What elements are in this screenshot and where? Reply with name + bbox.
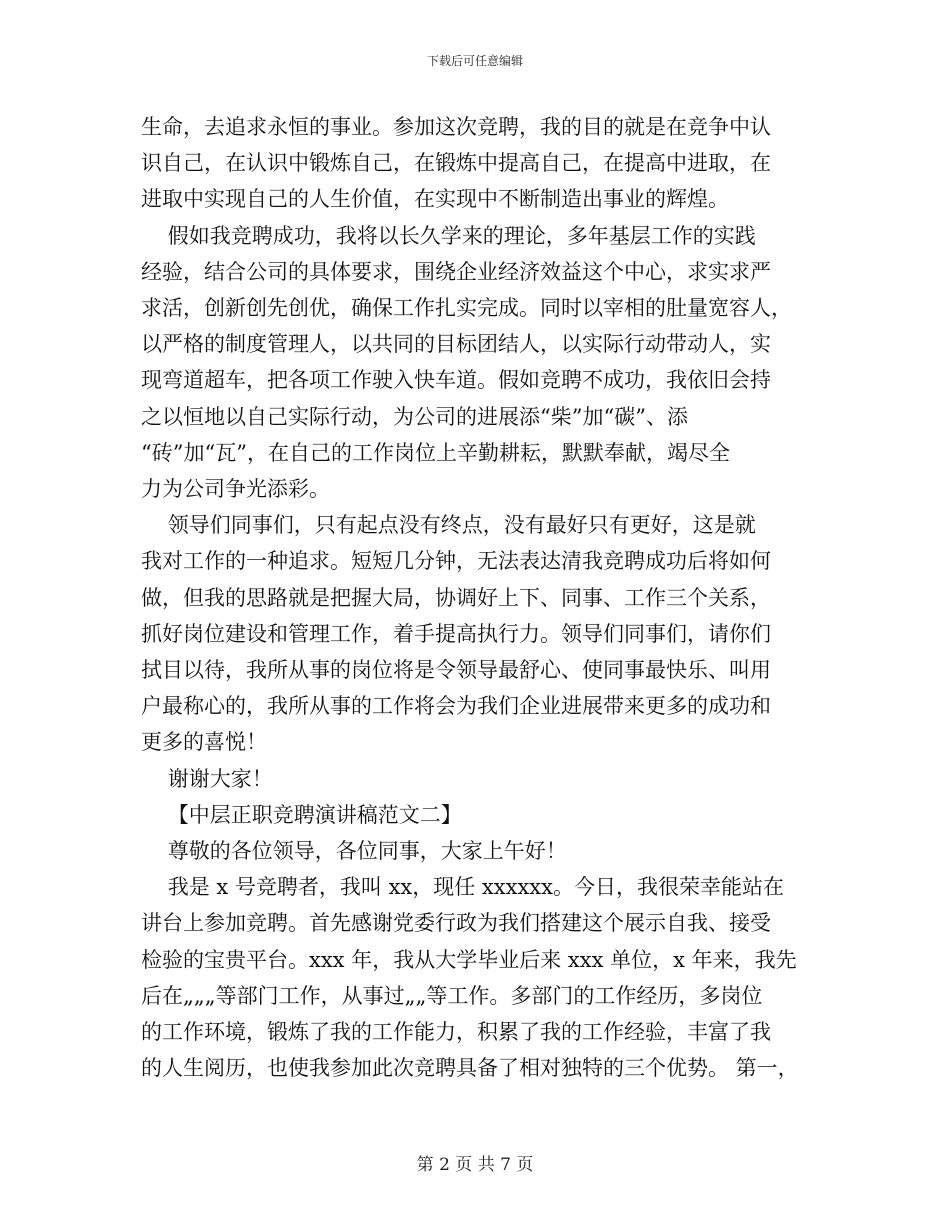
text-line: 的人生阅历，也使我参加此次竞聘具备了相对独特的三个优势。 第一， — [141, 1056, 799, 1081]
text-line: 力为公司争光添彩。 — [141, 477, 330, 501]
text-line: 假如我竞聘成功，我将以长久学来的理论，多年基层工作的实践 — [141, 223, 756, 248]
text-line: 经验，结合公司的具体要求，围绕企业经济效益这个中心，求实求严 — [141, 259, 771, 284]
text-line: 【中层正职竞聘演讲稿范文二】 — [141, 802, 462, 827]
page-footer: 第 2 页 共 7 页 — [416, 1155, 534, 1175]
text-line: 讲台上参加竞聘。首先感谢党委行政为我们搭建这个展示自我、接受 — [141, 911, 771, 936]
text-line: 生命，去追求永恒的事业。参加这次竞聘，我的目的就是在竞争中认 — [141, 115, 771, 139]
text-line: 抓好岗位建设和管理工作，着手提高执行力。领导们同事们，请你们 — [141, 621, 771, 646]
text-line: 做，但我的思路就是把握大局，协调好上下、同事、工作三个关系， — [141, 585, 771, 610]
text-line: 更多的喜悦！ — [141, 730, 267, 755]
text-line: 谢谢大家！ — [141, 766, 273, 791]
text-line: 以严格的制度管理人，以共同的目标团结人，以实际行动带动人，实 — [141, 332, 771, 357]
text-line: “砖”加“瓦”，在自己的工作岗位上辛勤耕耘，默默奉献，竭尽全 — [141, 440, 730, 465]
text-line: 识自己，在认识中锻炼自己，在锻炼中提高自己，在提高中进取，在 — [141, 151, 771, 176]
text-line: 现弯道超车，把各项工作驶入快车道。假如竞聘不成功，我依旧会持 — [141, 368, 771, 393]
text-line: 我对工作的一种追求。短短几分钟，无法表达清我竞聘成功后将如何 — [141, 549, 771, 574]
text-line: 户最称心的，我所从事的工作将会为我们企业进展带来更多的成功和 — [141, 694, 771, 719]
text-line: 领导们同事们，只有起点没有终点，没有最好只有更好，这是就 — [141, 513, 756, 538]
text-line: 之以恒地以自己实际行动，为公司的进展添“柴”加“碳”、添 — [141, 404, 688, 429]
text-line: 后在„„„等部门工作，从事过„„等工作。多部门的工作经历，多岗位 — [141, 983, 763, 1008]
text-line: 拭目以待，我所从事的岗位将是令领导最舒心、使同事最快乐、叫用 — [141, 658, 771, 682]
text-line: 尊敬的各位领导，各位同事，大家上午好！ — [141, 839, 567, 863]
text-line: 我是 x 号竞聘者，我叫 xx，现任 xxxxxx。今日，我很荣幸能站在 — [141, 875, 784, 900]
text-line: 进取中实现自己的人生价值，在实现中不断制造出事业的辉煌。 — [141, 187, 729, 212]
page-header: 下载后可任意编辑 — [426, 54, 523, 68]
text-line: 的工作环境，锻炼了我的工作能力，积累了我的工作经验，丰富了我 — [141, 1020, 771, 1044]
text-line: 求活，创新创先创优，确保工作扎实完成。同时以宰相的肚量宽容人， — [141, 296, 792, 320]
text-line: 检验的宝贵平台。xxx 年，我从大学毕业后来 xxx 单位，x 年来，我先 — [141, 947, 797, 972]
